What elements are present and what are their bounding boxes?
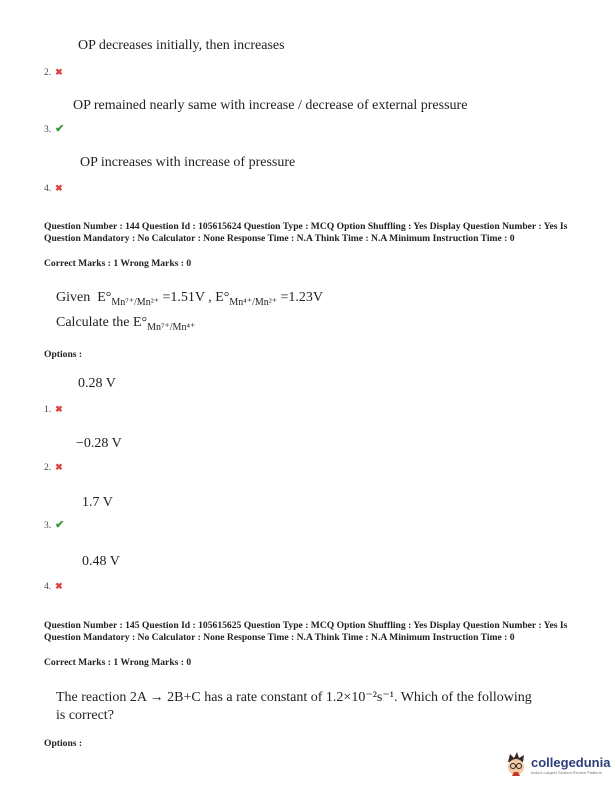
- option-text: OP decreases initially, then increases: [78, 38, 285, 53]
- option-number: 2.: [44, 68, 52, 78]
- q-text: =1.23V: [280, 290, 324, 305]
- option-number: 2.: [44, 463, 52, 473]
- option-number: 1.: [44, 405, 52, 415]
- q-sub: Mn⁷⁺/Mn⁴⁺: [147, 322, 196, 333]
- check-icon: ✔: [55, 519, 65, 531]
- question-text-line: is correct?: [56, 708, 114, 723]
- question-marks: Correct Marks : 1 Wrong Marks : 0: [44, 258, 192, 269]
- wrong-icon: ✖: [55, 462, 63, 472]
- wrong-icon: ✖: [55, 581, 63, 591]
- mascot-icon: [505, 752, 527, 778]
- option-marker: [44, 178, 63, 196]
- option-number: 4.: [44, 582, 52, 592]
- option-text: 0.48 V: [82, 554, 120, 569]
- wrong-icon: ✖: [55, 183, 63, 193]
- option-marker: [44, 399, 63, 417]
- q-sub: Mn⁴⁺/Mn²⁺: [229, 297, 278, 308]
- collegedunia-logo: [505, 752, 610, 778]
- option-marker: [44, 62, 63, 80]
- question-meta: Question Number : 145 Question Id : 105615625 Question Type : MCQ Option Shuffling : Yes Display Question Number : Yes Is Question Mandatory : No Calculator : None Response Time : N.A Think Time : N.A Minimum Instruction Time : 0: [44, 620, 568, 643]
- option-text: OP increases with increase of pressure: [80, 155, 296, 170]
- option-text: 1.7 V: [82, 495, 113, 510]
- question-marks: Correct Marks : 1 Wrong Marks : 0: [44, 657, 192, 668]
- option-text: 0.28 V: [78, 376, 116, 391]
- option-number: 3.: [44, 125, 52, 135]
- logo-name: collegedunia: [531, 755, 611, 770]
- wrong-icon: ✖: [55, 67, 63, 77]
- logo-tagline: India's Largest Student Review Platform: [531, 770, 603, 775]
- question-meta: Question Number : 144 Question Id : 105615624 Question Type : MCQ Option Shuffling : Yes Display Question Number : Yes Is Question Mandatory : No Calculator : None Response Time : N.A Think Time : N.A Minimum Instruction Time : 0: [44, 221, 568, 244]
- option-number: 4.: [44, 184, 52, 194]
- question-text-line: The reaction 2A → 2B+C has a rate constant of 1.2×10⁻²s⁻¹. Which of the following: [56, 690, 532, 705]
- option-text: −0.28 V: [76, 436, 122, 451]
- q-text: Given: [56, 290, 91, 305]
- option-marker: [44, 119, 64, 137]
- option-text: OP remained nearly same with increase / decrease of external pressure: [73, 98, 468, 113]
- option-marker: [44, 576, 63, 594]
- q-text: E°: [97, 290, 112, 305]
- q-text: E°: [132, 315, 148, 330]
- q-text: =1.51V ,: [162, 290, 212, 305]
- option-marker: [44, 457, 63, 475]
- wrong-icon: ✖: [55, 404, 63, 414]
- question-text-line: [56, 315, 195, 333]
- options-label: Options :: [44, 349, 83, 360]
- q-text: Calculate the: [56, 315, 130, 330]
- q-sub: Mn⁷⁺/Mn²⁺: [111, 297, 159, 308]
- options-label: Options :: [44, 738, 83, 749]
- check-icon: ✔: [55, 123, 65, 135]
- option-number: 3.: [44, 521, 52, 531]
- q-text: E°: [215, 290, 230, 305]
- question-text-line: [56, 290, 323, 308]
- option-marker: [44, 515, 64, 533]
